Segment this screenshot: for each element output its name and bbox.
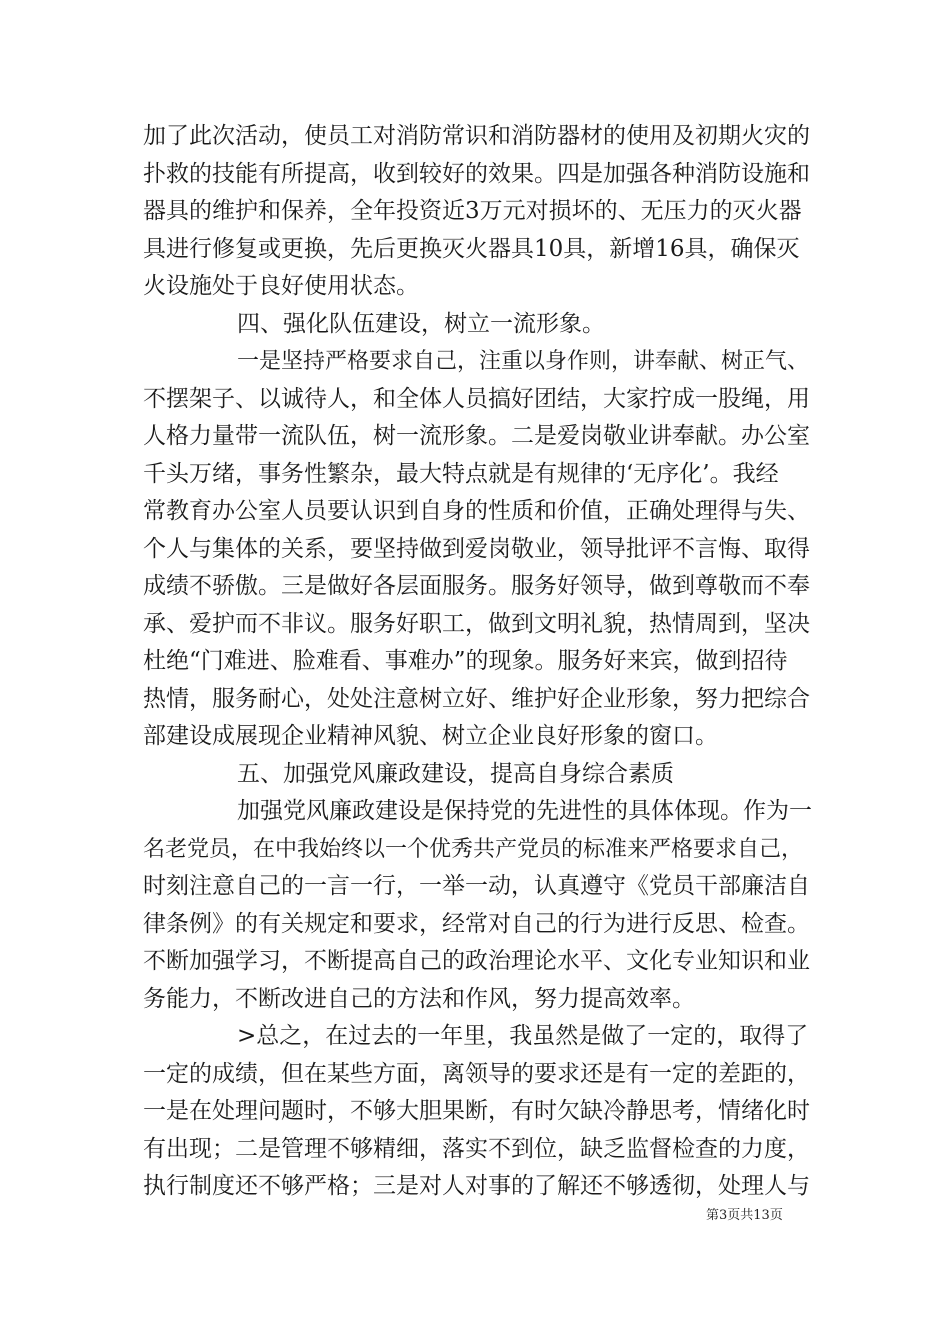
text-line: 时刻注意自己的一言一行，一举一动，认真遵守《党员干部廉洁自 bbox=[143, 873, 810, 899]
text-line: 常教育办公室人员要认识到自身的性质和价值，正确处理得与失、 bbox=[143, 498, 810, 524]
text-line: 杜绝“门难进、脸难看、事难办”的现象。服务好来宾，做到招待 bbox=[143, 648, 788, 674]
text-line: 人格力量带一流队伍，树一流形象。二是爱岗敬业讲奉献。办公室 bbox=[143, 423, 810, 449]
text-line: 成绩不骄傲。三是做好各层面服务。服务好领导，做到尊敬而不奉 bbox=[143, 573, 810, 599]
text-line: 名老党员，在中我始终以一个优秀共产党员的标准来严格要求自己， bbox=[143, 836, 804, 862]
text-line: 律条例》的有关规定和要求，经常对自己的行为进行反思、检查。 bbox=[143, 910, 810, 937]
paragraph-start: 加强党风廉政建设是保持党的先进性的具体体现。作为一 bbox=[237, 798, 812, 824]
text-line: 一定的成绩，但在某些方面，离领导的要求还是有一定的差距的， bbox=[143, 1060, 810, 1087]
text-line: 执行制度还不够严格；三是对人对事的了解还不够透彻，处理人与 bbox=[143, 1173, 810, 1199]
text-line: 火设施处于良好使用状态。 bbox=[143, 273, 419, 299]
paragraph-start: >总之，在过去的一年里，我虽然是做了一定的，取得了 bbox=[237, 1023, 809, 1049]
page-number-footer: 第3页共13页 bbox=[706, 1208, 783, 1223]
text-line: 扑救的技能有所提高，收到较好的效果。四是加强各种消防设施和 bbox=[143, 160, 810, 187]
section-heading-4: 四、强化队伍建设，树立一流形象。 bbox=[237, 310, 605, 337]
paragraph-start: 一是坚持严格要求自己，注重以身作则，讲奉献、树正气、 bbox=[237, 349, 810, 374]
text-line: 加了此次活动，使员工对消防常识和消防器材的使用及初期火灾的 bbox=[143, 123, 810, 149]
text-line: 承、爱护而不非议。服务好职工，做到文明礼貌，热情周到，坚决 bbox=[143, 610, 810, 637]
text-line: 热情，服务耐心，处处注意树立好、维护好企业形象，努力把综合 bbox=[143, 685, 810, 712]
text-line: 器具的维护和保养，全年投资近3万元对损坏的、无压力的灭火器 bbox=[143, 198, 802, 224]
text-line: 务能力，不断改进自己的方法和作风，努力提高效率。 bbox=[143, 985, 695, 1012]
text-line: 个人与集体的关系，要坚持做到爱岗敬业，领导批评不言悔、取得 bbox=[143, 535, 810, 562]
text-line: 具进行修复或更换，先后更换灭火器具10具，新增16具，确保灭 bbox=[143, 235, 800, 262]
text-line: 有出现；二是管理不够精细，落实不到位，缺乏监督检查的力度， bbox=[143, 1135, 810, 1162]
text-line: 部建设成展现企业精神风貌、树立企业良好形象的窗口。 bbox=[143, 723, 718, 749]
section-heading-5: 五、加强党风廉政建设，提高自身综合素质 bbox=[237, 760, 674, 787]
text-line: 不摆架子、以诚待人，和全体人员搞好团结，大家拧成一股绳，用 bbox=[143, 385, 810, 412]
text-line: 一是在处理问题时，不够大胆果断，有时欠缺冷静思考，情绪化时 bbox=[143, 1098, 810, 1124]
body-text bbox=[143, 118, 813, 1206]
text-line: 千头万绪，事务性繁杂，最大特点就是有规律的‘无序化’。我经 bbox=[143, 460, 779, 487]
text-line: 不断加强学习，不断提高自己的政治理论水平、文化专业知识和业 bbox=[143, 948, 810, 974]
